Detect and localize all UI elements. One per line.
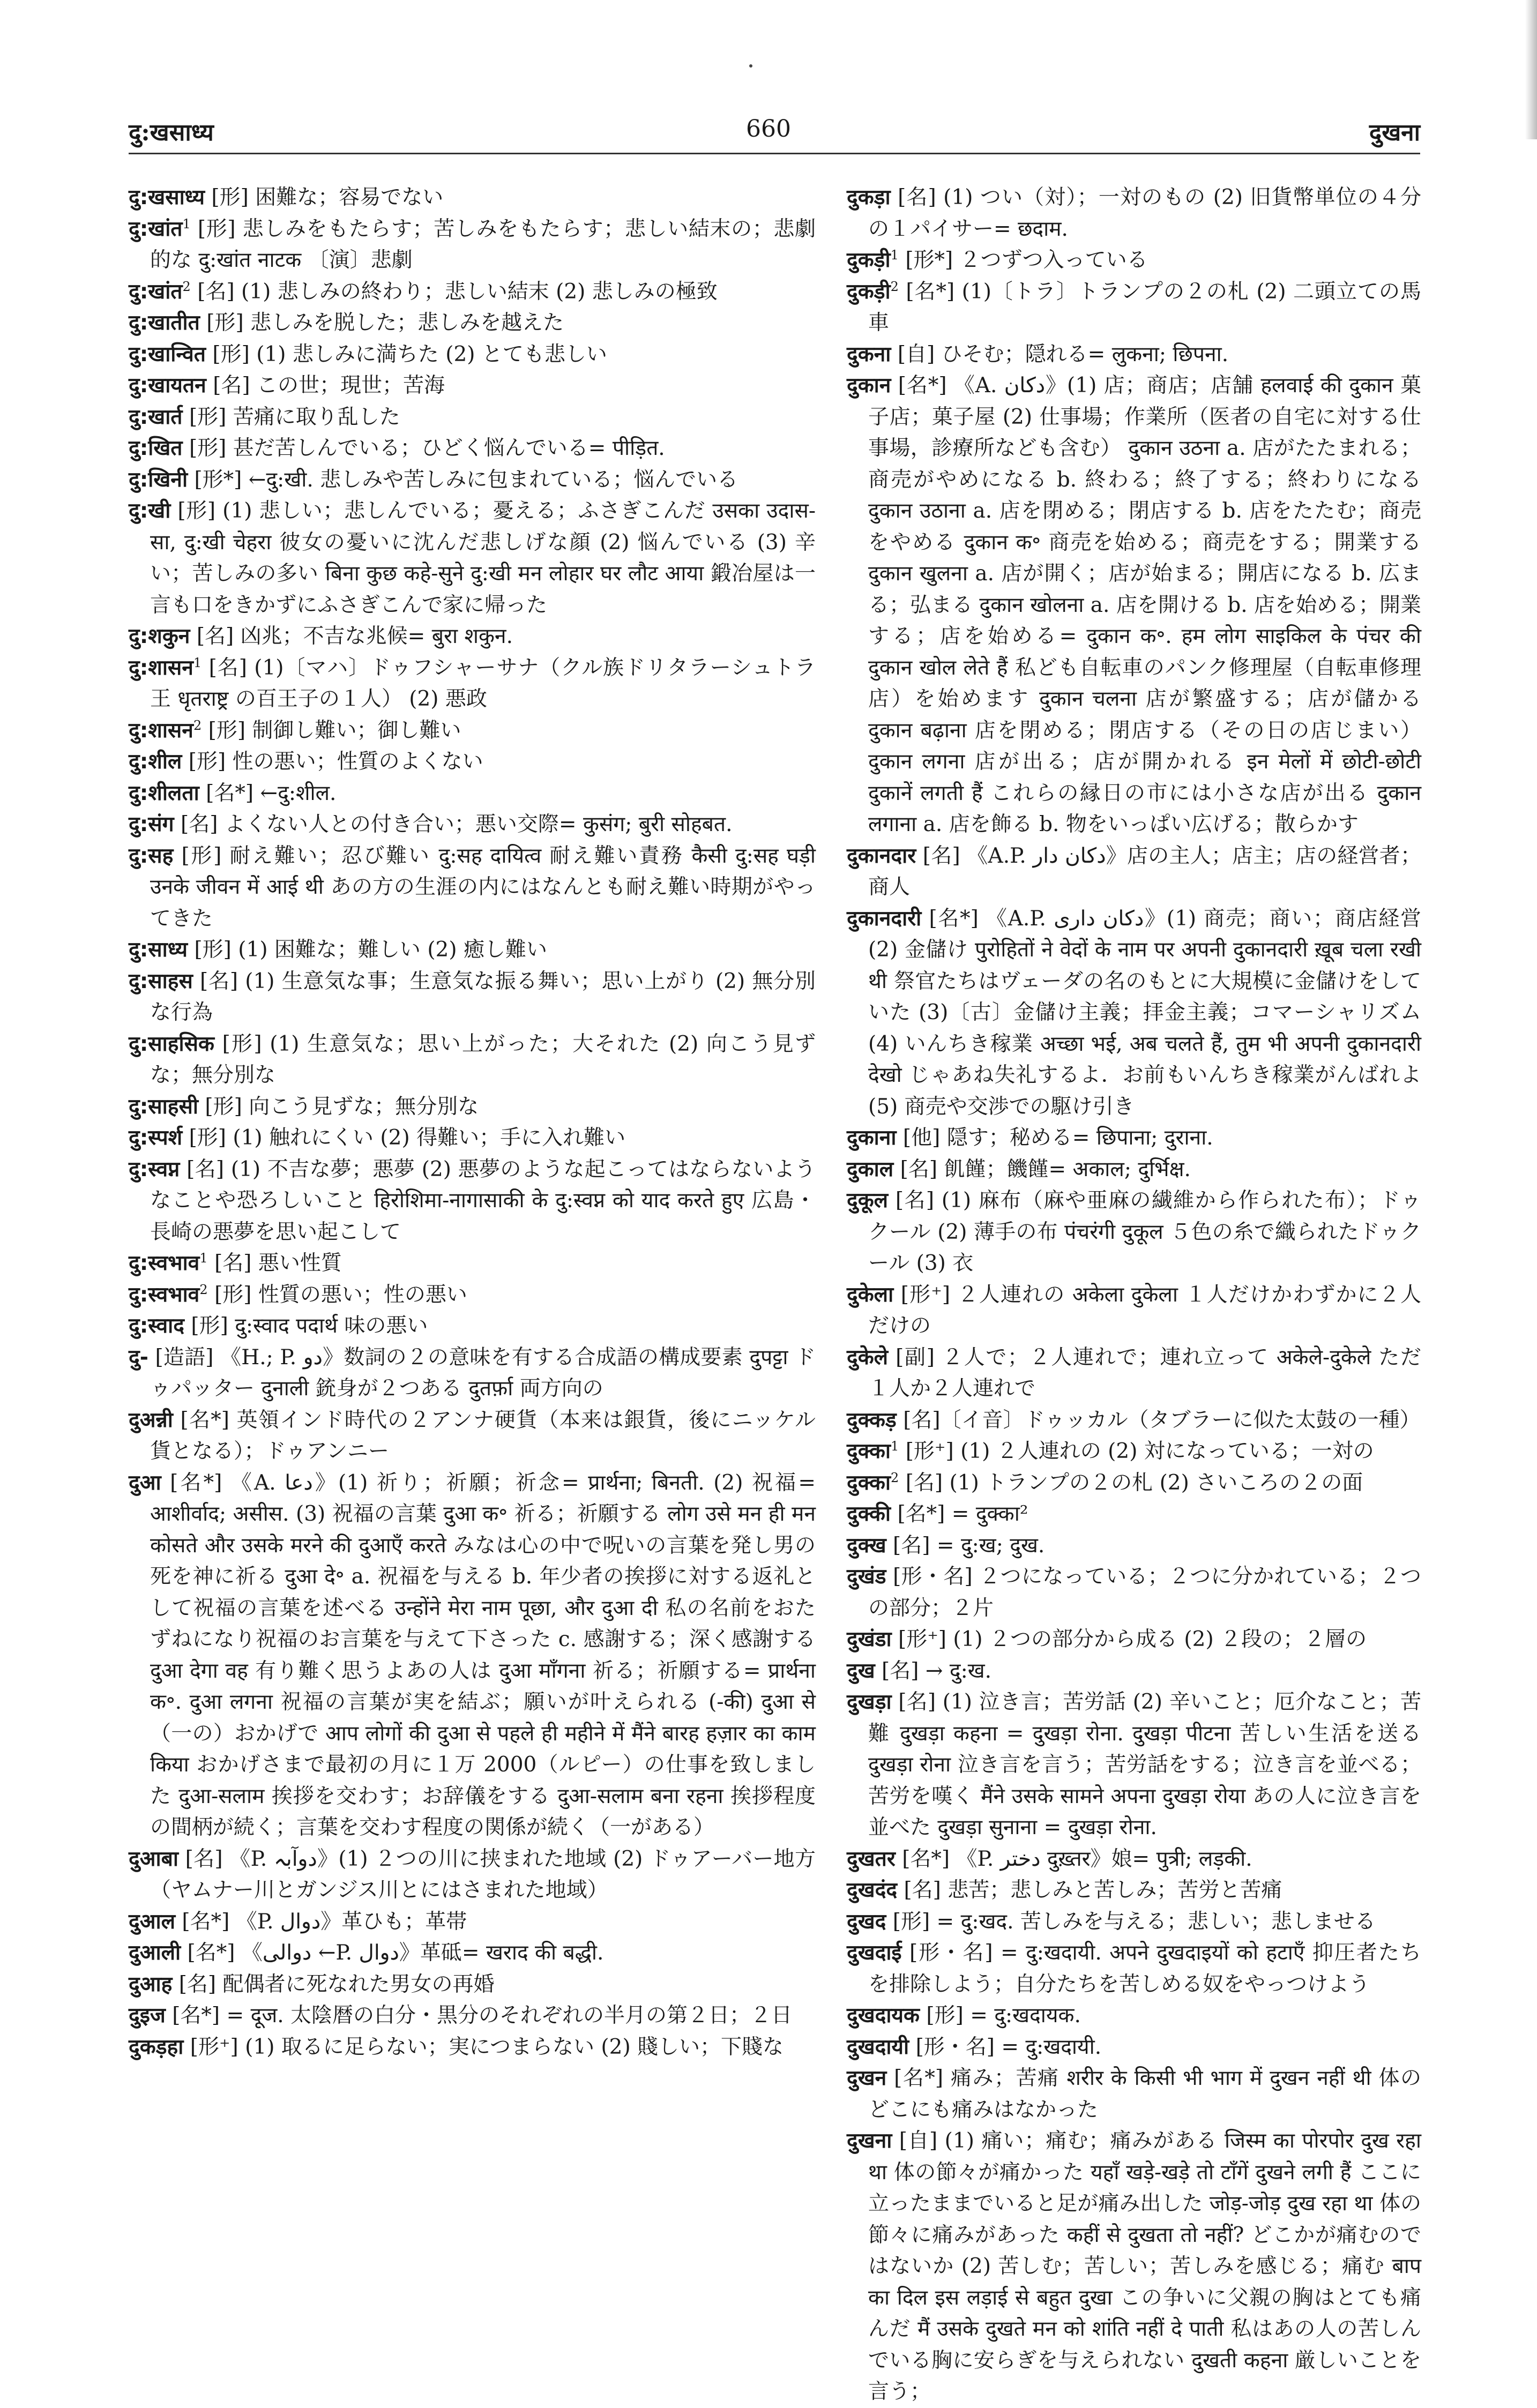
entry-definition: [形*] ２つずつ入っている <box>905 248 1148 272</box>
entry-headword: दु:साहस <box>129 969 193 993</box>
dictionary-entry <box>847 1185 1421 1280</box>
dictionary-entry <box>129 746 816 778</box>
entry-headword: दुखन <box>847 2066 887 2090</box>
entry-headword: दु:खार्त <box>129 405 183 429</box>
dictionary-entry <box>129 1029 816 1091</box>
entry-headword: दुकड़ी <box>847 279 891 304</box>
entry-headword: दुकड़ा <box>847 185 891 210</box>
dictionary-entry <box>847 1154 1421 1186</box>
entry-definition: [名*] = दूज. 太陰暦の白分・黒分のそれぞれの半月の第２日；２日 <box>172 2003 793 2028</box>
dictionary-entry <box>847 1499 1421 1530</box>
entry-definition: [名*] 《A. دعا》(1) 祈り；祈願；祈念= प्रार्थना; बिनती. (2) 祝福= आशीर्वाद; असीस. (3) 祝福の言葉 दुआ क॰ 祈る；祈願する लोग उसे मन ही मन कोसते और उसके मरने की दुआएँ करते みなは心の中で呪いの言葉を発し男の死を神に祈る दुआ दे॰ a. 祝福を与える b. 年少者の挨拶に対する返礼として祝福の言葉を述べる उन्होंने मेरा नाम पूछा, और दुआ दी 私の名前をおたずねになり祝福のお言葉を与えて下さった c. 感謝する；深く感謝する दुआ देगा वह 有り難く思うよあの人は दुआ माँगना 祈る；祈願する= प्रार्थना क॰. दुआ लगना 祝福の言葉が実を結ぶ；願いが叶えられる (-की) दुआ से （一の）おかげで आप लोगों की दुआ से पहले ही महीने में मैंने बारह हज़ार का काम किया おかげさまで最初の月に１万 2000（ルピー）の仕事を致しました दुआ-सलाम 挨拶を交わす；お辞儀をする दुआ-सलाम बना रहना 挨拶程度の間柄が続く；言葉を交わす程度の関係が続く（一がある） <box>150 1470 816 1839</box>
entry-headword: दुखंडा <box>847 1627 892 1651</box>
dictionary-entry <box>847 1342 1421 1405</box>
entry-definition: [形・名] ２つになっている；２つに分かれている；２つの部分；２片 <box>868 1565 1421 1620</box>
entry-headword: दुखदायक <box>847 2003 920 2028</box>
entry-headword: दु:साहसी <box>129 1094 198 1119</box>
entry-definition: [形] = दु:खद. 苦しみを与える；悲しい；悲しませる <box>892 1909 1376 1934</box>
entry-definition: [形⁺] ２人連れの अकेला दुकेला １人だけかわずかに２人だけの <box>868 1282 1421 1338</box>
dictionary-entry <box>129 966 816 1029</box>
entry-definition: [形] 性の悪い；性質のよくない <box>188 750 483 774</box>
entry-definition: [形] 苦痛に取り乱した <box>189 405 400 429</box>
dictionary-entry <box>129 1844 816 1906</box>
entry-definition: [名*] 《A. دکان》(1) 店；商店；店舗 हलवाई की दुकान 菓子店；菓子屋 (2) 仕事場；作業所（医者の自宅に対する仕事場，診療所なども含む） दुकान उठना a. 店がたたまれる；商売がやめになる b. 終わる；終了する；終わりになる दुकान उठाना a. 店を閉める；閉店する b. 店をたたむ；商売をやめる दुकान क॰ 商売を始める；商売をする；開業する दुकान खुलना a. 店が開く；店が始まる；開店になる b. 広まる；弘まる दुकान खोलना a. 店を開ける b. 店を始める；開業する；店を始める= दुकान क॰. हम लोग साइकिल के पंचर की दुकान खोल लेते हैं 私ども自転車のパンク修理屋（自転車修理店）を始めます दुकान चलना 店が繁盛する；店が儲かる दुकान बढ़ाना 店を閉める；閉店する（その日の店じまい） दुकान लगना 店が出る；店が開かれる इन मेलों में छोटी-छोटी दुकानें लगती हैं これらの縁日の市には小さな店が出る दुकान लगाना a. 店を飾る b. 物をいっぱい広げる；散らかす <box>868 373 1421 836</box>
entry-headword: दुआ <box>129 1470 161 1495</box>
entry-definition: [形⁺] (1) ２つの部分から成る (2) ２段の；２層の <box>898 1627 1367 1651</box>
entry-definition: [形] 制御し難い；御し難い <box>208 718 461 743</box>
dictionary-entry <box>847 1938 1421 2000</box>
dictionary-entry <box>847 2000 1421 2032</box>
entry-definition: [名*] 痛み；苦痛 शरीर के किसी भी भाग में दुखन नहीं थी 体のどこにも痛みはなかった <box>868 2066 1421 2122</box>
entry-headword: दु:खान्वित <box>129 342 206 367</box>
entry-headword: दु:खसाध्य <box>129 185 205 210</box>
dictionary-entry <box>129 1280 816 1311</box>
dictionary-entry <box>129 934 816 966</box>
entry-headword: दुकानदार <box>847 843 916 868</box>
entry-definition: [自] ひそむ；隠れる= लुकना; छिपना. <box>897 342 1229 367</box>
entry-headword: दुआल <box>129 1909 176 1934</box>
entry-definition: [名] 凶兆；不吉な兆候= बुरा शकुन. <box>196 624 513 648</box>
homograph-number: 2 <box>199 1282 208 1297</box>
entry-definition: [名*] 英領インド時代の２アンナ硬貨（本来は銀貨，後にニッケル貨となる）；ドゥアンニー <box>150 1408 816 1463</box>
dictionary-entry <box>129 402 816 433</box>
dictionary-entry <box>847 1656 1421 1687</box>
homograph-number: 1 <box>182 216 191 231</box>
entry-definition: [形] 困難な；容易でない <box>211 185 444 210</box>
dictionary-entry <box>847 276 1421 339</box>
entry-definition: [名] 飢饉；饑饉= अकाल; दुर्भिक्ष. <box>900 1157 1191 1181</box>
dictionary-entry <box>129 1468 816 1844</box>
dictionary-entry <box>129 1311 816 1342</box>
entry-headword: दुआली <box>129 1941 181 1965</box>
dictionary-entry <box>129 496 816 621</box>
entry-definition: [形] (1) 悲しい；悲しんでいる；憂える；ふさぎこんだ उसका उदास-सा, दु:खी चेहरा 彼女の憂いに沈んだ悲しげな顔 (2) 悩んでいる (3) 辛い；苦しみの多い बिना कुछ कहे-सुने दु:खी मन लोहार घर लौट आया 鍛冶屋は一言も口をきかずにふさぎこんで家に帰った <box>150 499 816 617</box>
entry-definition: [名] (1) トランプの２の札 (2) さいころの２の面 <box>905 1470 1363 1495</box>
entry-headword: दुकाल <box>847 1157 894 1181</box>
entry-definition: [名]〔イ音〕ドゥッカル（タブラーに似た太鼓の一種） <box>903 1408 1421 1432</box>
entry-definition: [名*] 《A.P. دکان داری》(1) 商売；商い；商店経営 (2) 金儲け पुरोहितों ने वेदों के नाम पर अपनी दुकानदारी ख़ूब चला रखी थी 祭官たちはヴェーダの名のもとに大規模に金儲けをしていた (3)〔古〕金儲け主義；拝金主義；コマーシャリズム (4) いんちき稼業 अच्छा भई, अब चलते हैं, तुम भी अपनी दुकानदारी देखो じゃあね失礼するよ．お前もいんちき稼業がんばれよ (5) 商売や交渉での駆け引き <box>868 906 1422 1119</box>
entry-headword: दुखतर <box>847 1846 896 1871</box>
entry-headword: दु:स्वाद <box>129 1314 184 1338</box>
entry-headword: दुकड़हा <box>129 2035 184 2059</box>
entry-headword: दु:शासन <box>129 718 193 743</box>
homograph-number: 1 <box>890 248 899 263</box>
entry-headword: दु:खिनी <box>129 467 188 492</box>
entry-headword: दुखद <box>847 1909 886 1934</box>
homograph-number: 2 <box>890 279 899 294</box>
entry-headword: दुखना <box>847 2129 892 2153</box>
entry-headword: दु:शकुन <box>129 624 190 648</box>
entry-definition: [名] (1) つい（対）；一対のもの (2) 旧貨幣単位の４分の１パイサー= छदाम. <box>868 185 1421 241</box>
entry-definition: [形] 耐え難い；忍び難い दु:सह दायित्व 耐え難い責務 कैसी दु:सह घड़ी उनके जीवन में आई थी あの方の生涯の内にはなんとも耐え難い時期がやってきた <box>150 843 816 931</box>
homograph-number: 2 <box>193 717 202 733</box>
entry-headword: दुखंड <box>847 1565 886 1589</box>
dictionary-entry <box>847 1123 1421 1154</box>
entry-definition: [形] (1) 困難な；難しい (2) 癒し難い <box>194 938 547 962</box>
entry-headword: दुखदायी <box>847 2035 909 2059</box>
dictionary-entry <box>129 841 816 935</box>
entry-definition: [形] 悲しみを脱した；悲しみを越えた <box>206 311 564 335</box>
entry-definition: [形] 性質の悪い；性の悪い <box>214 1282 467 1307</box>
entry-definition: [名] 《P. دوآبہ》(1) ２つの川に挟まれた地域 (2) ドゥアーバー地方（ヤムナー川とガンジス川とにはさまれた地域） <box>150 1846 816 1902</box>
scan-speck <box>749 64 752 68</box>
entry-headword: दुआह <box>129 1972 173 1996</box>
left-column <box>129 182 816 2063</box>
entry-definition: [名] この世；現世；苦海 <box>213 373 445 398</box>
dictionary-entry <box>129 653 816 715</box>
entry-headword: दु:साध्य <box>129 938 188 962</box>
entry-headword: दु:शीलता <box>129 781 199 805</box>
entry-headword: दु:खांत <box>129 279 183 304</box>
entry-headword: दुक्का <box>847 1470 891 1495</box>
dictionary-entry <box>129 1906 816 1938</box>
dictionary-entry <box>129 1969 816 2001</box>
entry-headword: दु:शील <box>129 750 182 774</box>
entry-headword: दुकेला <box>847 1282 894 1307</box>
dictionary-entry <box>847 2032 1421 2063</box>
entry-headword: दुखदाई <box>847 1941 902 1965</box>
entry-definition: [名] (1) 麻布（麻や亜麻の繊維から作られた布）；ドゥクール (2) 薄手の布 पंचरंगी दुकूल ５色の糸で織られたドゥクール (3) 衣 <box>868 1188 1421 1275</box>
entry-definition: [名*] = दुक्का² <box>897 1502 1028 1526</box>
entry-definition: [形] (1) 生意気な；思い上がった；大それた (2) 向こう見ずな；無分別な <box>150 1031 816 1087</box>
dictionary-entry <box>847 1405 1421 1437</box>
entry-definition: [名] = दु:ख; दुख. <box>893 1533 1045 1558</box>
homograph-number: 2 <box>891 1470 899 1485</box>
entry-headword: दुकूल <box>847 1188 889 1213</box>
dictionary-entry <box>129 465 816 496</box>
entry-headword: दुखदंद <box>847 1878 898 1902</box>
entry-headword: दुकड़ी <box>847 248 891 272</box>
entry-definition: [形] 向こう見ずな；無分別な <box>205 1094 479 1119</box>
entry-headword: दुक्कड़ <box>847 1408 897 1432</box>
dictionary-entry <box>129 1248 816 1280</box>
entry-headword: दु:खायतन <box>129 373 206 398</box>
homograph-number: 2 <box>182 279 191 294</box>
dictionary-entry <box>129 1405 816 1468</box>
entry-headword: दुकाना <box>847 1126 897 1150</box>
entry-headword: दु:साहसिक <box>129 1031 214 1056</box>
entry-definition: [形*] ←दु:खी. 悲しみや苦しみに包まれている；悩んでいる <box>194 467 738 492</box>
entry-definition: [自] (1) 痛い；痛む；痛みがある जिस्म का पोरपोर दुख रहा था 体の節々が痛かった यहाँ खड़े-खड़े तो टाँगें दुखने लगी हैं ここに立ったままでいると足が痛み出した जोड़-जोड़ दुख रहा था 体の節々に痛みがあった कहीं से दुखता तो नहीं? どこかが痛むのではないか (2) 苦しむ；苦しい；苦しみを感じる；痛む बाप का दिल इस लड़ाई से बहुत दुखा この争いに父親の胸はとても痛んだ मैं उसके दुखते मन को शांति नहीं दे पाती 私はあの人の苦しんでいる胸に安らぎを与えられない दुखती कहना 厳しいことを言う； <box>868 2129 1421 2404</box>
entry-headword: दु:स्वप्न <box>129 1157 180 1181</box>
entry-headword: दुअन्नी <box>129 1408 173 1432</box>
dictionary-entry <box>129 276 816 308</box>
entry-definition: [名] 配偶者に死なれた男女の再婚 <box>178 1972 495 1996</box>
entry-definition: [名] 《A.P. دکان دار》店の主人；店主；店の経営者；商人 <box>868 843 1421 899</box>
entry-definition: [他] 隠す；秘める= छिपाना; दुराना. <box>902 1126 1213 1150</box>
entry-definition: [名] (1) 生意気な事；生意気な振る舞い；思い上がり (2) 無分別な行為 <box>150 969 816 1024</box>
dictionary-entry <box>129 1938 816 1969</box>
entry-definition: [副] ２人で；２人連れで；連れ立って अकेले-दुकेले ただ１人か２人連れで <box>868 1345 1422 1401</box>
entry-headword: दु:शासन <box>129 655 193 680</box>
entry-definition: [形] 悲しみをもたらす；苦しみをもたらす；悲しい結末の；悲劇的な दु:खांत नाटक 〔演〕悲劇 <box>150 216 816 272</box>
entry-definition: [形・名] = दु:खदायी. <box>915 2035 1102 2059</box>
entry-definition: [名] (1) 不吉な夢；悪夢 (2) 悪夢のような起こってはならないようなことや恐ろしいこと हिरोशिमा-नागासाकी के दु:स्वप्न को याद करते हुए 広島・長崎の悪夢を思い起こして <box>150 1157 816 1244</box>
dictionary-entry <box>847 1687 1421 1844</box>
dictionary-entry <box>129 2032 816 2063</box>
entry-headword: दु:संग <box>129 812 174 836</box>
entry-definition: [形] (1) 触れにくい (2) 得難い；手に入れ難い <box>189 1126 626 1150</box>
header-rule <box>129 153 1420 154</box>
entry-headword: दु- <box>129 1345 148 1370</box>
dictionary-entry <box>847 1844 1421 1875</box>
entry-definition: [名] (1) 泣き言；苦労話 (2) 辛いこと；厄介なこと；苦難 दुखड़ा कहना = दुखड़ा रोना. दुखड़ा पीटना 苦しい生活を送る दुखड़ा रोना 泣き言を言う；苦労話をする；泣き言を並べる；苦労を嘆く मैंने उसके सामने अपना दुखड़ा रोया あの人に泣き言を並べた दुखड़ा सुनाना = दुखड़ा रोना. <box>868 1690 1421 1839</box>
entry-headword: दुक्की <box>847 1502 891 1526</box>
dictionary-entry <box>129 1123 816 1154</box>
running-head-first-entry: दु:खसाध्य <box>129 119 214 146</box>
entry-headword: दुख <box>847 1658 875 1683</box>
entry-headword: दु:खित <box>129 436 183 460</box>
dictionary-entry <box>847 1468 1421 1499</box>
entry-definition: [名*] 《دوالی ←P. دوال》革砥= खराद की बद्धी. <box>187 1941 604 1965</box>
entry-headword: दुआबा <box>129 1846 178 1871</box>
dictionary-entry <box>129 214 816 276</box>
entry-headword: दुकेले <box>847 1345 889 1370</box>
entry-headword: दुकान <box>847 373 891 398</box>
entry-headword: दुक्का <box>847 1439 891 1463</box>
dictionary-entry <box>847 841 1421 903</box>
dictionary-entry <box>129 1342 816 1405</box>
homograph-number: 1 <box>199 1251 208 1266</box>
entry-definition: [名] → दु:ख. <box>882 1658 992 1683</box>
entry-definition: [形⁺] (1) ２人連れの (2) 対になっている；一対の <box>905 1439 1374 1463</box>
dictionary-entry <box>129 621 816 653</box>
entry-headword: दु:खांत <box>129 216 183 241</box>
entry-definition: [形] दु:स्वाद पदार्थ 味の悪い <box>191 1314 428 1338</box>
entry-definition: [形⁺] (1) 取るに足らない；実につまらない (2) 賤しい；下賤な <box>190 2035 784 2059</box>
homograph-number: 1 <box>891 1439 899 1454</box>
dictionary-entry <box>129 433 816 465</box>
entry-definition: [形・名] = दु:खदायी. अपने दुखदाइयों को हटाएँ 抑圧者たちを排除しよう；自分たちを苦しめる奴をやっつけよう <box>868 1941 1421 1996</box>
dictionary-entry <box>847 2126 1421 2408</box>
dictionary-entry <box>129 339 816 371</box>
dictionary-entry <box>129 2000 816 2032</box>
entry-headword: दु:स्वभाव <box>129 1251 200 1275</box>
entry-headword: दु:खी <box>129 499 171 523</box>
dictionary-entry <box>847 903 1421 1123</box>
entry-headword: दुकानदारी <box>847 906 922 931</box>
dictionary-entry <box>847 1875 1421 1906</box>
dictionary-entry <box>847 1436 1421 1468</box>
entry-definition: [形] (1) 悲しみに満ちた (2) とても悲しい <box>212 342 607 367</box>
dictionary-entry <box>847 182 1421 245</box>
dictionary-entry <box>847 1530 1421 1562</box>
entry-definition: [名*] ←दु:शील. <box>206 781 337 805</box>
entry-headword: दुकना <box>847 342 891 367</box>
entry-definition: [名] よくない人との付き合い；悪い交際= कुसंग; बुरी सोहबत. <box>181 812 733 836</box>
dictionary-entry <box>847 1280 1421 1342</box>
entry-headword: दु:खातीत <box>129 311 200 335</box>
entry-definition: [造語] 《H.; P. دو》数詞の２の意味を有する合成語の構成要素 दुपट्टा ドゥパッター दुनाली 銃身が２つある दुतर्फ़ा 両方向の <box>150 1345 816 1401</box>
dictionary-entry <box>847 245 1421 276</box>
dictionary-entry <box>129 715 816 747</box>
dictionary-entry <box>129 370 816 402</box>
dictionary-entry <box>847 339 1421 371</box>
entry-headword: दु:स्पर्श <box>129 1126 183 1150</box>
dictionary-entry <box>129 778 816 810</box>
entry-headword: दुखड़ा <box>847 1690 892 1714</box>
entry-headword: दु:सह <box>129 843 174 868</box>
homograph-number: 1 <box>193 655 202 670</box>
dictionary-entry <box>129 182 816 214</box>
dictionary-entry <box>129 809 816 841</box>
dictionary-entry <box>847 1624 1421 1656</box>
dictionary-entry <box>847 1561 1421 1624</box>
entry-definition: [名*] 《P. دوال》革ひも；革帯 <box>182 1909 467 1934</box>
dictionary-entry <box>129 1091 816 1123</box>
entry-definition: [名] 悪い性質 <box>214 1251 342 1275</box>
entry-definition: [名*] (1)〔トラ〕トランプの２の札 (2) 二頭立ての馬車 <box>868 279 1421 335</box>
dictionary-entry <box>129 308 816 339</box>
dictionary-entry <box>847 370 1421 841</box>
entry-headword: दुइज <box>129 2003 166 2028</box>
dictionary-entry <box>847 2063 1421 2126</box>
running-head-last-entry: दुखना <box>1369 119 1420 146</box>
entry-definition: [名] 悲苦；悲しみと苦しみ；苦労と苦痛 <box>904 1878 1282 1902</box>
entry-definition: [名] (1) 悲しみの終わり；悲しい結末 (2) 悲しみの極致 <box>197 279 718 304</box>
dictionary-entry <box>847 1906 1421 1938</box>
entry-definition: [名] (1)〔マハ〕ドゥフシャーサナ（クル族ドリタラーシュトラ王 धृतराष्ट्र の百王子の１人） (2) 悪政 <box>150 655 816 711</box>
dictionary-entry <box>129 1154 816 1248</box>
entry-definition: [名*] 《P. دختر दुख़्तर》娘= पुत्री; लड़की. <box>902 1846 1252 1871</box>
page-number: 660 <box>746 115 791 143</box>
right-column <box>847 182 1421 2408</box>
entry-definition: [形] = दु:खदायक. <box>926 2003 1081 2028</box>
entry-definition: [形] 甚だ苦しんでいる；ひどく悩んでいる= पीड़ित. <box>189 436 665 460</box>
entry-headword: दुक्ख <box>847 1533 886 1558</box>
entry-headword: दु:स्वभाव <box>129 1282 200 1307</box>
